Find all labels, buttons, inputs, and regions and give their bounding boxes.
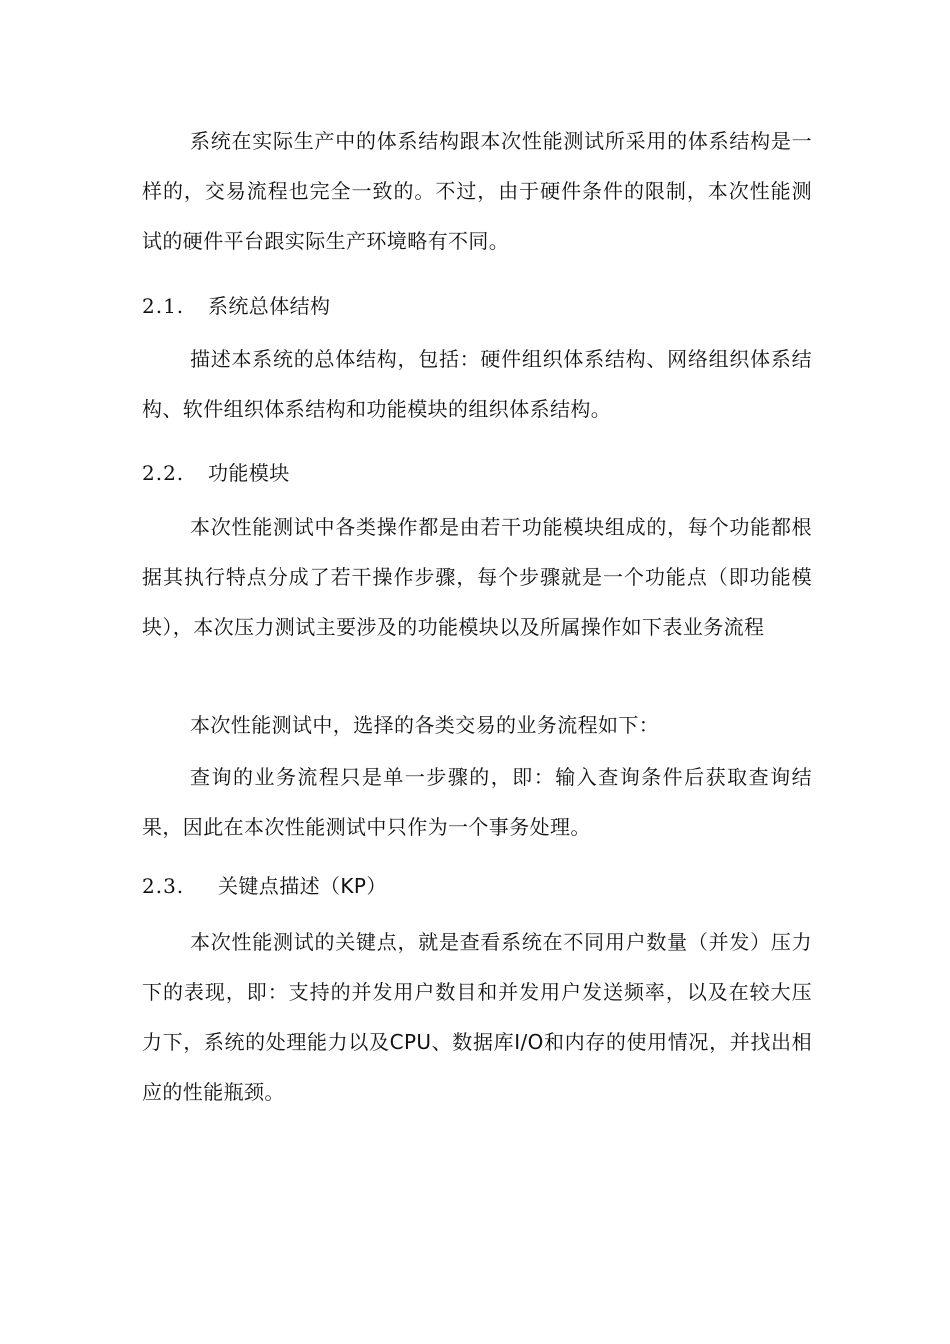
- section-2-2-paragraph: 本次性能测试中各类操作都是由若干功能模块组成的，每个功能都根据其执行特点分成了若干操作步骤，每个步骤就是一个功能点（即功能模块），本次压力测试主要涉及的功能模块以及所属操作如下表业务流程: [142, 515, 812, 639]
- section-heading-2-1: [142, 281, 330, 331]
- section-heading-2-2: [142, 448, 290, 498]
- section-number: 2.3.: [142, 874, 185, 898]
- section-number: 2.1.: [142, 294, 185, 318]
- section-2-2-paragraph-3: 查询的业务流程只是单一步骤的，即：输入查询条件后获取查询结果，因此在本次性能测试中只作为一个事务处理。: [142, 765, 812, 839]
- section-title: 功能模块: [208, 461, 290, 485]
- section-2-2-paragraph-2: 本次性能测试中，选择的各类交易的业务流程如下：: [190, 713, 660, 737]
- intro-paragraph: 系统在实际生产中的体系结构跟本次性能测试所采用的体系结构是一样的，交易流程也完全一致的。不过，由于硬件条件的限制，本次性能测试的硬件平台跟实际生产环境略有不同。: [142, 129, 812, 253]
- section-number: 2.2.: [142, 461, 185, 485]
- section-title: 关键点描述（KP）: [218, 874, 387, 898]
- section-title: 系统总体结构: [208, 294, 331, 318]
- section-2-3-paragraph: 本次性能测试的关键点，就是查看系统在不同用户数量（并发）压力下的表现，即：支持的并发用户数目和并发用户发送频率，以及在较大压力下，系统的处理能力以及CPU、数据库I/O和内存的使用情况，并找出相应的性能瓶颈。: [142, 930, 812, 1104]
- section-heading-2-3: [142, 861, 387, 911]
- section-2-1-paragraph: 描述本系统的总体结构，包括：硬件组织体系结构、网络组织体系结构、软件组织体系结构和功能模块的组织体系结构。: [142, 347, 812, 421]
